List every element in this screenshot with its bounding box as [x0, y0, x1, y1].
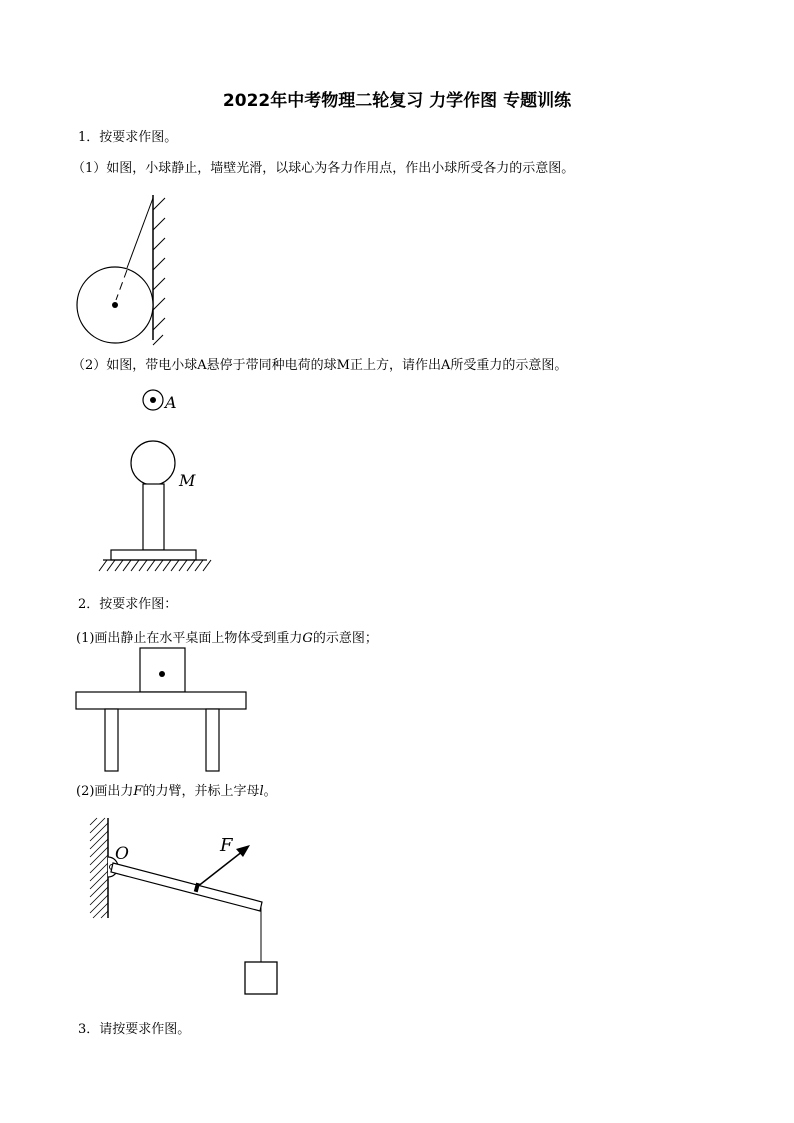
q2-part1-text — [76, 627, 378, 646]
figure-charged-balls — [95, 385, 225, 580]
q2-part2-var2: l — [259, 784, 264, 799]
q2-part2-mid: 的力臂，并标上字母 — [142, 784, 260, 799]
page-title: 2022年中考物理二轮复习 力学作图 专题训练 — [222, 91, 572, 111]
q2-part2-pre: (2)画出力 — [76, 784, 134, 799]
label-O: O — [115, 844, 129, 864]
figure-table-with-box — [75, 648, 250, 773]
q2-part2-var1: F — [133, 784, 143, 799]
q2-part2-post: 。 — [263, 784, 277, 799]
label-F: F — [220, 835, 233, 856]
q1-heading: 1．按要求作图。 — [78, 130, 178, 145]
q1-part2-text: （2）如图，带电小球A悬停于带同种电荷的球M正上方，请作出A所受重力的示意图。 — [72, 358, 568, 373]
q1-part1-text: （1）如图，小球静止，墙壁光滑，以球心为各力作用点，作出小球所受各力的示意图。 — [72, 161, 575, 176]
q2-part2-text — [76, 780, 277, 799]
q2-part1-pre: (1)画出静止在水平桌面上物体受到重力 — [76, 631, 303, 646]
q2-part1-var: G — [302, 631, 313, 646]
q3-heading: 3．请按要求作图。 — [78, 1022, 191, 1037]
figure-ball-on-wall — [70, 190, 180, 350]
q2-heading: 2．按要求作图： — [78, 597, 178, 612]
figure-lever — [85, 815, 285, 1000]
label-M: M — [179, 471, 196, 490]
q2-part1-post: 的示意图； — [312, 631, 378, 646]
label-A: A — [165, 393, 177, 412]
